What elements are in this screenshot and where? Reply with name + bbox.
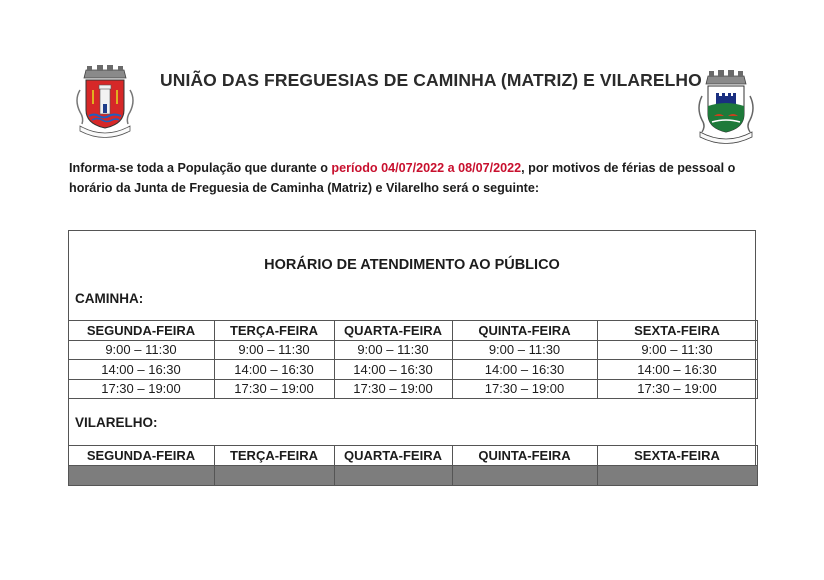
day-header: QUARTA-FEIRA	[334, 321, 452, 341]
coat-of-arms-caminha-icon	[72, 64, 138, 140]
empty-shaded-cell	[597, 465, 757, 485]
time-cell: 14:00 – 16:30	[334, 360, 452, 380]
day-header: SEXTA-FEIRA	[597, 446, 757, 466]
day-header: SEGUNDA-FEIRA	[68, 446, 214, 466]
time-cell: 14:00 – 16:30	[452, 360, 597, 380]
time-cell: 9:00 – 11:30	[214, 340, 334, 360]
time-cell: 17:30 – 19:00	[68, 379, 214, 399]
day-header: QUINTA-FEIRA	[452, 321, 597, 341]
day-header: QUARTA-FEIRA	[334, 446, 452, 466]
day-header: QUINTA-FEIRA	[452, 446, 597, 466]
caminha-label: CAMINHA:	[75, 291, 144, 306]
caminha-schedule-table	[68, 320, 758, 399]
schedule-box	[68, 230, 756, 486]
time-cell: 14:00 – 16:30	[214, 360, 334, 380]
time-cell: 17:30 – 19:00	[334, 379, 452, 399]
table-row	[68, 379, 757, 399]
time-cell: 9:00 – 11:30	[452, 340, 597, 360]
coat-of-arms-vilarelho-icon	[694, 66, 758, 146]
table-row	[68, 465, 757, 485]
table-row	[68, 340, 757, 360]
time-cell: 14:00 – 16:30	[597, 360, 757, 380]
day-header: SEXTA-FEIRA	[597, 321, 757, 341]
empty-shaded-cell	[452, 465, 597, 485]
empty-shaded-cell	[334, 465, 452, 485]
time-cell: 17:30 – 19:00	[452, 379, 597, 399]
table-row	[68, 360, 757, 380]
vilarelho-label: VILARELHO:	[75, 415, 158, 430]
time-cell: 9:00 – 11:30	[68, 340, 214, 360]
notice-paragraph	[69, 158, 769, 198]
day-header: TERÇA-FEIRA	[214, 321, 334, 341]
table-header-row	[68, 321, 757, 341]
time-cell: 9:00 – 11:30	[334, 340, 452, 360]
notice-text-end: , por motivos de férias de pessoal o horário da Junta de Freguesia de Caminha (Matriz) e Vilarelho será o seguinte:	[69, 161, 736, 195]
time-cell: 14:00 – 16:30	[68, 360, 214, 380]
table-header-row	[68, 446, 757, 466]
notice-text-start: Informa-se toda a População que durante o	[69, 161, 332, 175]
empty-shaded-cell	[68, 465, 214, 485]
notice-period-highlight: período 04/07/2022 a 08/07/2022	[331, 161, 522, 175]
empty-shaded-cell	[214, 465, 334, 485]
day-header: TERÇA-FEIRA	[214, 446, 334, 466]
schedule-title: HORÁRIO DE ATENDIMENTO AO PÚBLICO	[264, 257, 560, 273]
time-cell: 9:00 – 11:30	[597, 340, 757, 360]
document-title: UNIÃO DAS FREGUESIAS DE CAMINHA (MATRIZ) E VILARELHO	[160, 70, 702, 90]
day-header: SEGUNDA-FEIRA	[68, 321, 214, 341]
vilarelho-schedule-table	[68, 445, 758, 486]
time-cell: 17:30 – 19:00	[214, 379, 334, 399]
time-cell: 17:30 – 19:00	[597, 379, 757, 399]
